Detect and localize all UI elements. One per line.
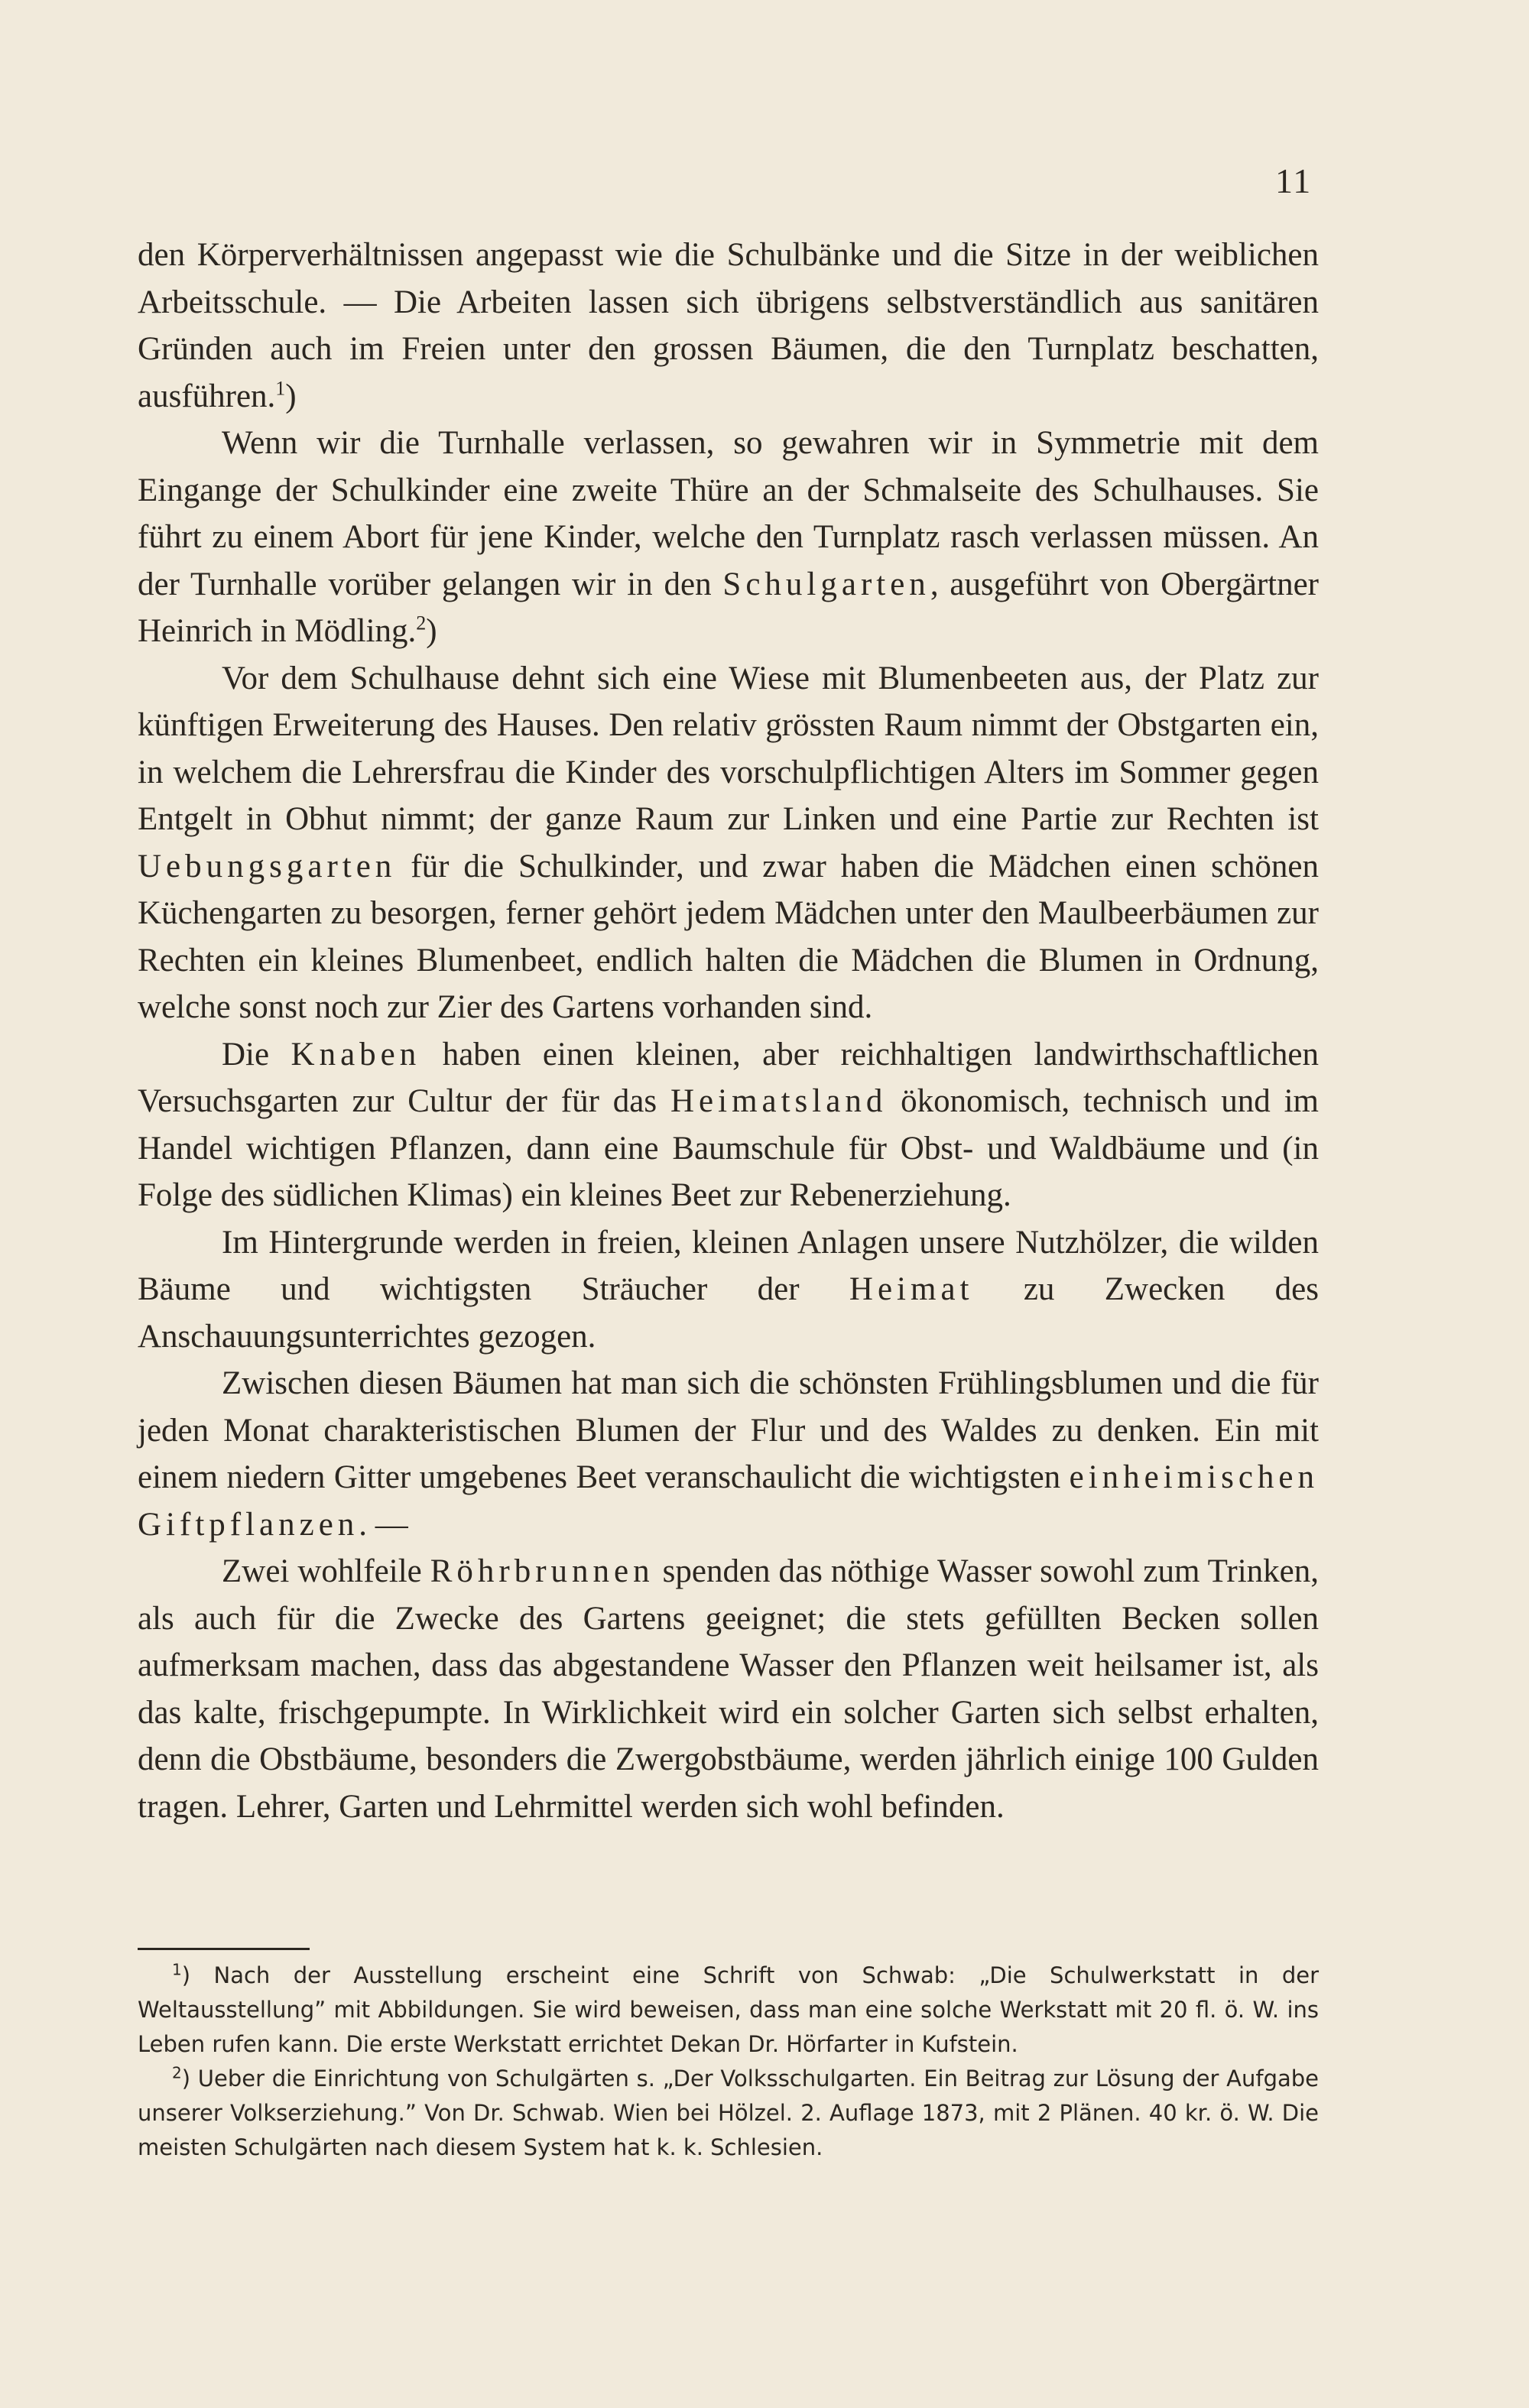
footnote-marker: 2	[416, 612, 427, 634]
paragraph	[138, 1219, 1319, 1361]
paragraph	[138, 1548, 1319, 1830]
footnote	[138, 2062, 1319, 2165]
text-run: ) Nach der Ausstellung erscheint eine Schrift von Schwab: „Die Schulwerkstatt in der Weltausstellung” mit Abbildungen. Sie wird beweisen, dass man eine solche Werkstatt mit 20 fl. ö. W. ins Leben rufen kann. Die erste Werkstatt errichtet Dekan Dr. Hörfarter in Kufstein.	[138, 1962, 1319, 2057]
text-run: )	[285, 378, 297, 414]
text-run: Zwei wohlfeile	[222, 1553, 430, 1589]
spaced-emphasis: Heimat	[849, 1271, 974, 1307]
text-run: . —	[359, 1506, 408, 1543]
paragraph	[138, 655, 1319, 1031]
spaced-emphasis: Uebungsgarten	[138, 848, 397, 884]
paragraph	[138, 420, 1319, 655]
text-run: )	[426, 613, 437, 649]
text-run: Im Hintergrunde werden in freien, kleinen Anlagen unsere Nutzhölzer, die wilden Bäume und wichtigsten Sträucher der	[138, 1224, 1319, 1307]
footnote-marker: 2	[172, 2063, 182, 2082]
text-run: , ausgeführt von Obergärtner Heinrich in Mödling.	[138, 566, 1320, 649]
spaced-emphasis: Schulgarten	[722, 566, 930, 602]
spaced-emphasis: Knaben	[291, 1036, 421, 1073]
paragraph	[138, 232, 1319, 420]
text-run: den Körperverhältnissen angepasst wie die Schulbänke und die Sitze in der weiblichen Arbeitsschule. — Die Arbeiten lassen sich übrigens selbstverständlich aus sanitären Gründen auch im Freien unter den grossen Bäumen, die den Turnplatz beschatten, ausführen.	[138, 237, 1319, 414]
page-number: 11	[1275, 161, 1313, 200]
footnote	[138, 1959, 1319, 2062]
text-run: für die Schulkinder, und zwar haben die Mädchen einen schönen Küchengarten zu besorgen, ferner gehört jedem Mädchen unter den Maulbeerbäumen zur Rechten ein kleines Blumenbeet, endlich halten die Mädchen die Blumen in Ordnung, welche sonst noch zur Zier des Gartens vorhanden sind.	[138, 848, 1319, 1025]
text-run: Zwischen diesen Bäumen hat man sich die schönsten Frühlingsblumen und die für jeden Monat charakteristischen Blumen der Flur und des Waldes zu denken. Ein mit einem niedern Gitter umgebenes Beet veranschaulicht die wichtigsten	[138, 1365, 1319, 1495]
spaced-emphasis: einheimischen Giftpflanzen	[138, 1459, 1319, 1543]
spaced-emphasis: Röhrbrunnen	[430, 1553, 654, 1589]
footnote-marker: 1	[172, 1960, 182, 1979]
paragraph	[138, 1360, 1319, 1548]
text-run: Wenn wir die Turnhalle verlassen, so gewahren wir in Symmetrie mit dem Eingange der Schulkinder eine zweite Thüre an der Schmalseite des Schulhauses. Sie führt zu einem Abort für jene Kinder, welche den Turnplatz rasch verlassen müssen. An der Turnhalle vorüber gelangen wir in den	[138, 425, 1319, 602]
text-run: ökonomisch, technisch und im Handel wichtigen Pflanzen, dann eine Baumschule für Obst- und Waldbäume und (in Folge des südlichen Klimas) ein kleines Beet zur Rebenerziehung.	[138, 1083, 1319, 1213]
text-run: ) Ueber die Einrichtung von Schulgärten s. „Der Volksschulgarten. Ein Beitrag zur Lösung der Aufgabe unserer Volkserziehung.” Von Dr. Schwab. Wien bei Hölzel. 2. Auflage 1873, mit 2 Plänen. 40 kr. ö. W. Die meisten Schulgärten nach diesem System hat k. k. Schlesien.	[138, 2066, 1319, 2160]
text-run: Vor dem Schulhause dehnt sich eine Wiese mit Blumenbeeten aus, der Platz zur künftigen Erweiterung des Hauses. Den relativ grössten Raum nimmt der Obstgarten ein, in welchem die Lehrersfrau die Kinder des vorschulpflichtigen Alters im Sommer gegen Entgelt in Obhut nimmt; der ganze Raum zur Linken und eine Partie zur Rechten ist	[138, 660, 1319, 837]
footnote-marker: 1	[275, 377, 286, 400]
text-run: zu Zwecken des Anschauungsunterrichtes gezogen.	[138, 1271, 1319, 1355]
text-run: spenden das nöthige Wasser sowohl zum Trinken, als auch für die Zwecke des Gartens geeignet; die stets gefüllten Becken sollen aufmerksam machen, dass das abgestandene Wasser den Pflanzen weit heilsamer ist, als das kalte, frischgepumpte. In Wirklichkeit wird ein solcher Garten sich selbst erhalten, denn die Obstbäume, besonders die Zwergobstbäume, werden jährlich einige 100 Gulden tragen. Lehrer, Garten und Lehrmittel werden sich wohl befinden.	[138, 1553, 1319, 1825]
text-run: Die	[222, 1036, 291, 1073]
paragraph	[138, 1031, 1319, 1219]
body-text	[138, 232, 1319, 1830]
footnote-divider	[138, 1948, 310, 1950]
footnotes	[138, 1959, 1319, 2165]
spaced-emphasis: Heimatsland	[670, 1083, 888, 1119]
text-run: haben einen kleinen, aber reichhaltigen landwirthschaftlichen Versuchsgarten zur Cultur der für das	[138, 1036, 1319, 1119]
